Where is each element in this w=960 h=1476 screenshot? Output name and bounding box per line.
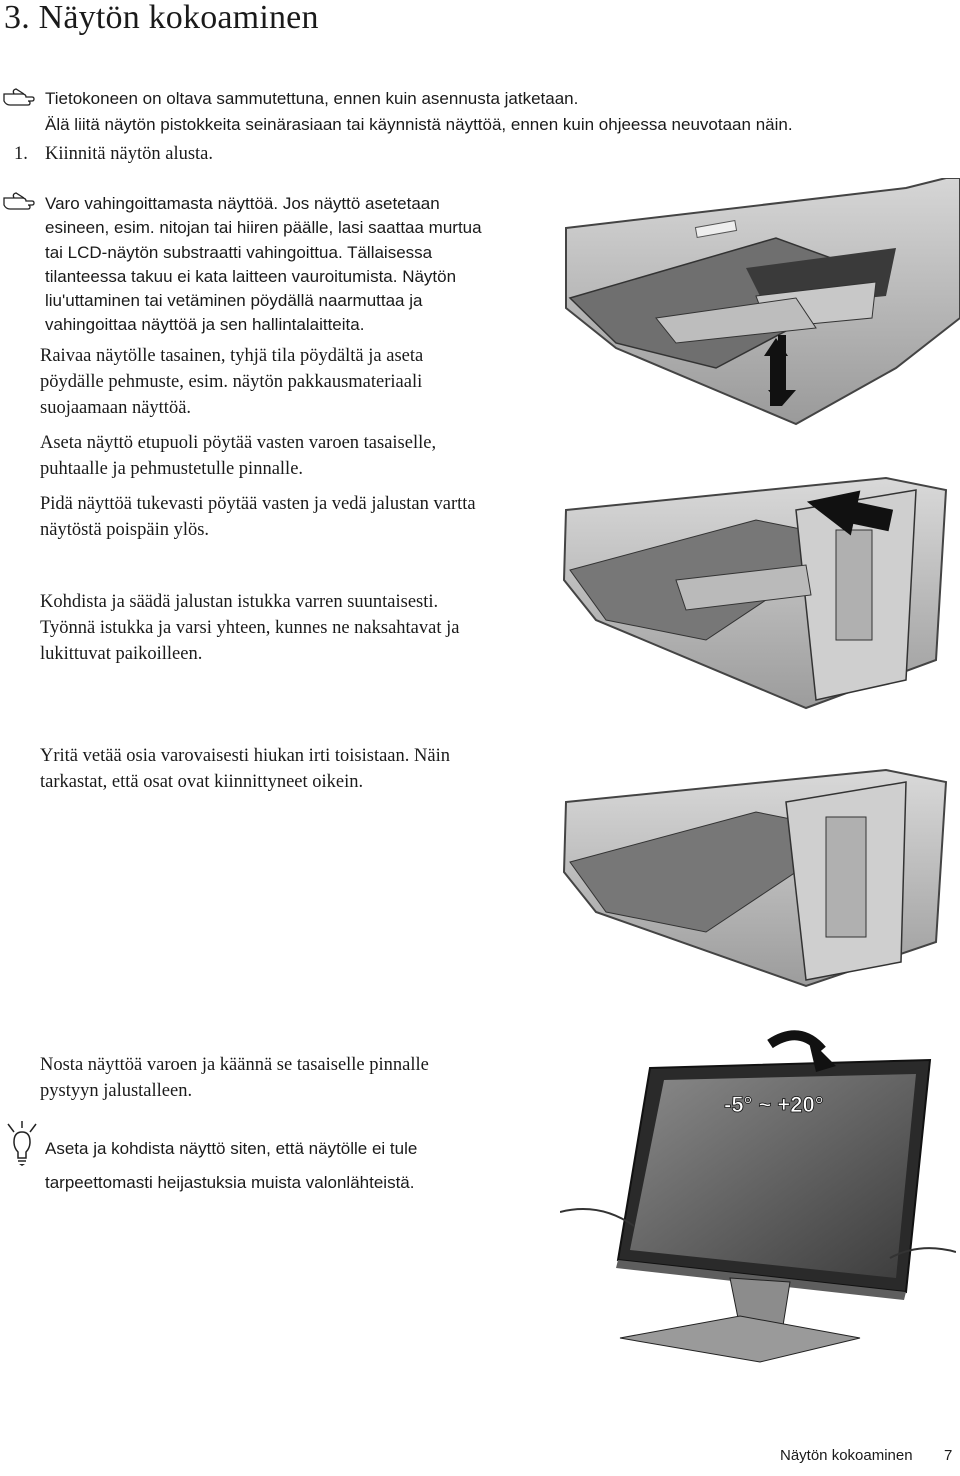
illustration-stand-arm-up: [556, 178, 960, 426]
paragraph-line: Aseta näyttö etupuoli pöytää vasten varoen tasaiselle,: [40, 433, 437, 453]
tip-line: Aseta ja kohdista näyttö siten, että näytölle ei tule: [45, 1139, 418, 1158]
warning-text: [45, 192, 482, 338]
paragraph-line: tarkastat, että osat ovat kiinnittyneet oikein.: [40, 772, 364, 792]
paragraph-line: pöydälle pehmuste, esim. näytön pakkausmateriaali: [40, 372, 423, 392]
paragraph-check-fit: [40, 743, 450, 795]
warning-line: esineen, esim. nitojan tai hiiren päälle, lasi saattaa murtua: [45, 218, 482, 238]
paragraph-line: puhtaalle ja pehmustetulle pinnalle.: [40, 459, 304, 479]
paragraph-clear-space: [40, 343, 423, 421]
note-power-off: [45, 86, 793, 138]
warning-line: liu'uttaminen tai vetäminen pöydällä naarmuttaa ja: [45, 291, 423, 311]
paragraph-line: Nosta näyttöä varoen ja käännä se tasaiselle pinnalle: [40, 1055, 429, 1075]
paragraph-line: näytöstä poispäin ylös.: [40, 520, 210, 540]
paragraph-line: Pidä näyttöä tukevasti pöytää vasten ja vedä jalustan vartta: [40, 494, 476, 514]
footer-page-number: 7: [944, 1447, 953, 1464]
tilt-angle-label: -5° ~ +20°: [724, 1092, 824, 1117]
paragraph-line: suojaamaan näyttöä.: [40, 398, 192, 418]
pointing-hand-icon: [2, 86, 36, 108]
note-line-1: Tietokoneen on oltava sammutettuna, ennen kuin asennusta jatketaan.: [45, 89, 579, 108]
illustration-monitor-upright: [560, 1016, 956, 1380]
tip-line: tarpeettomasti heijastuksia muista valonlähteistä.: [45, 1173, 415, 1192]
step-1-text: Kiinnitä näytön alusta.: [45, 144, 214, 164]
paragraph-line: lukittuvat paikoilleen.: [40, 644, 203, 664]
illustration-base-locked: [556, 762, 960, 988]
pointing-hand-icon: [2, 190, 36, 212]
step-1-number: 1.: [14, 144, 28, 164]
warning-line: Varo vahingoittamasta näyttöä. Jos näyttö asetetaan: [45, 194, 440, 213]
paragraph-line: pystyyn jalustalleen.: [40, 1081, 193, 1101]
paragraph-line: Työnnä istukka ja varsi yhteen, kunnes ne naksahtavat ja: [40, 618, 460, 638]
paragraph-hold-monitor: [40, 491, 476, 543]
lightbulb-icon: [4, 1120, 40, 1166]
paragraph-line: Kohdista ja säädä jalustan istukka varren suuntaisesti.: [40, 592, 439, 612]
illustration-attach-base: [556, 470, 960, 710]
warning-line: vahingoittaa näyttöä ja sen hallintalaitteita.: [45, 315, 365, 335]
warning-line: tilanteessa takuu ei kata laitteen vauroitumista. Näytön: [45, 266, 457, 286]
paragraph-line: Yritä vetää osia varovaisesti hiukan irti toisistaan. Näin: [40, 746, 450, 766]
tip-text: [45, 1132, 417, 1200]
paragraph-face-down: [40, 430, 436, 482]
paragraph-line: Raivaa näytölle tasainen, tyhjä tila pöydältä ja aseta: [40, 346, 424, 366]
warning-line: tai LCD-näytön substraatti vahingoittua. Tällaisessa: [45, 242, 433, 262]
footer-section-title: Näytön kokoaminen: [780, 1447, 913, 1464]
paragraph-align-base: [40, 589, 459, 667]
page-title: 3. Näytön kokoaminen: [4, 0, 319, 36]
paragraph-lift-upright: [40, 1052, 429, 1104]
note-line-2: Älä liitä näytön pistokkeita seinärasiaan tai käynnistä näyttöä, ennen kuin ohjeessa neuvotaan näin.: [45, 115, 793, 134]
